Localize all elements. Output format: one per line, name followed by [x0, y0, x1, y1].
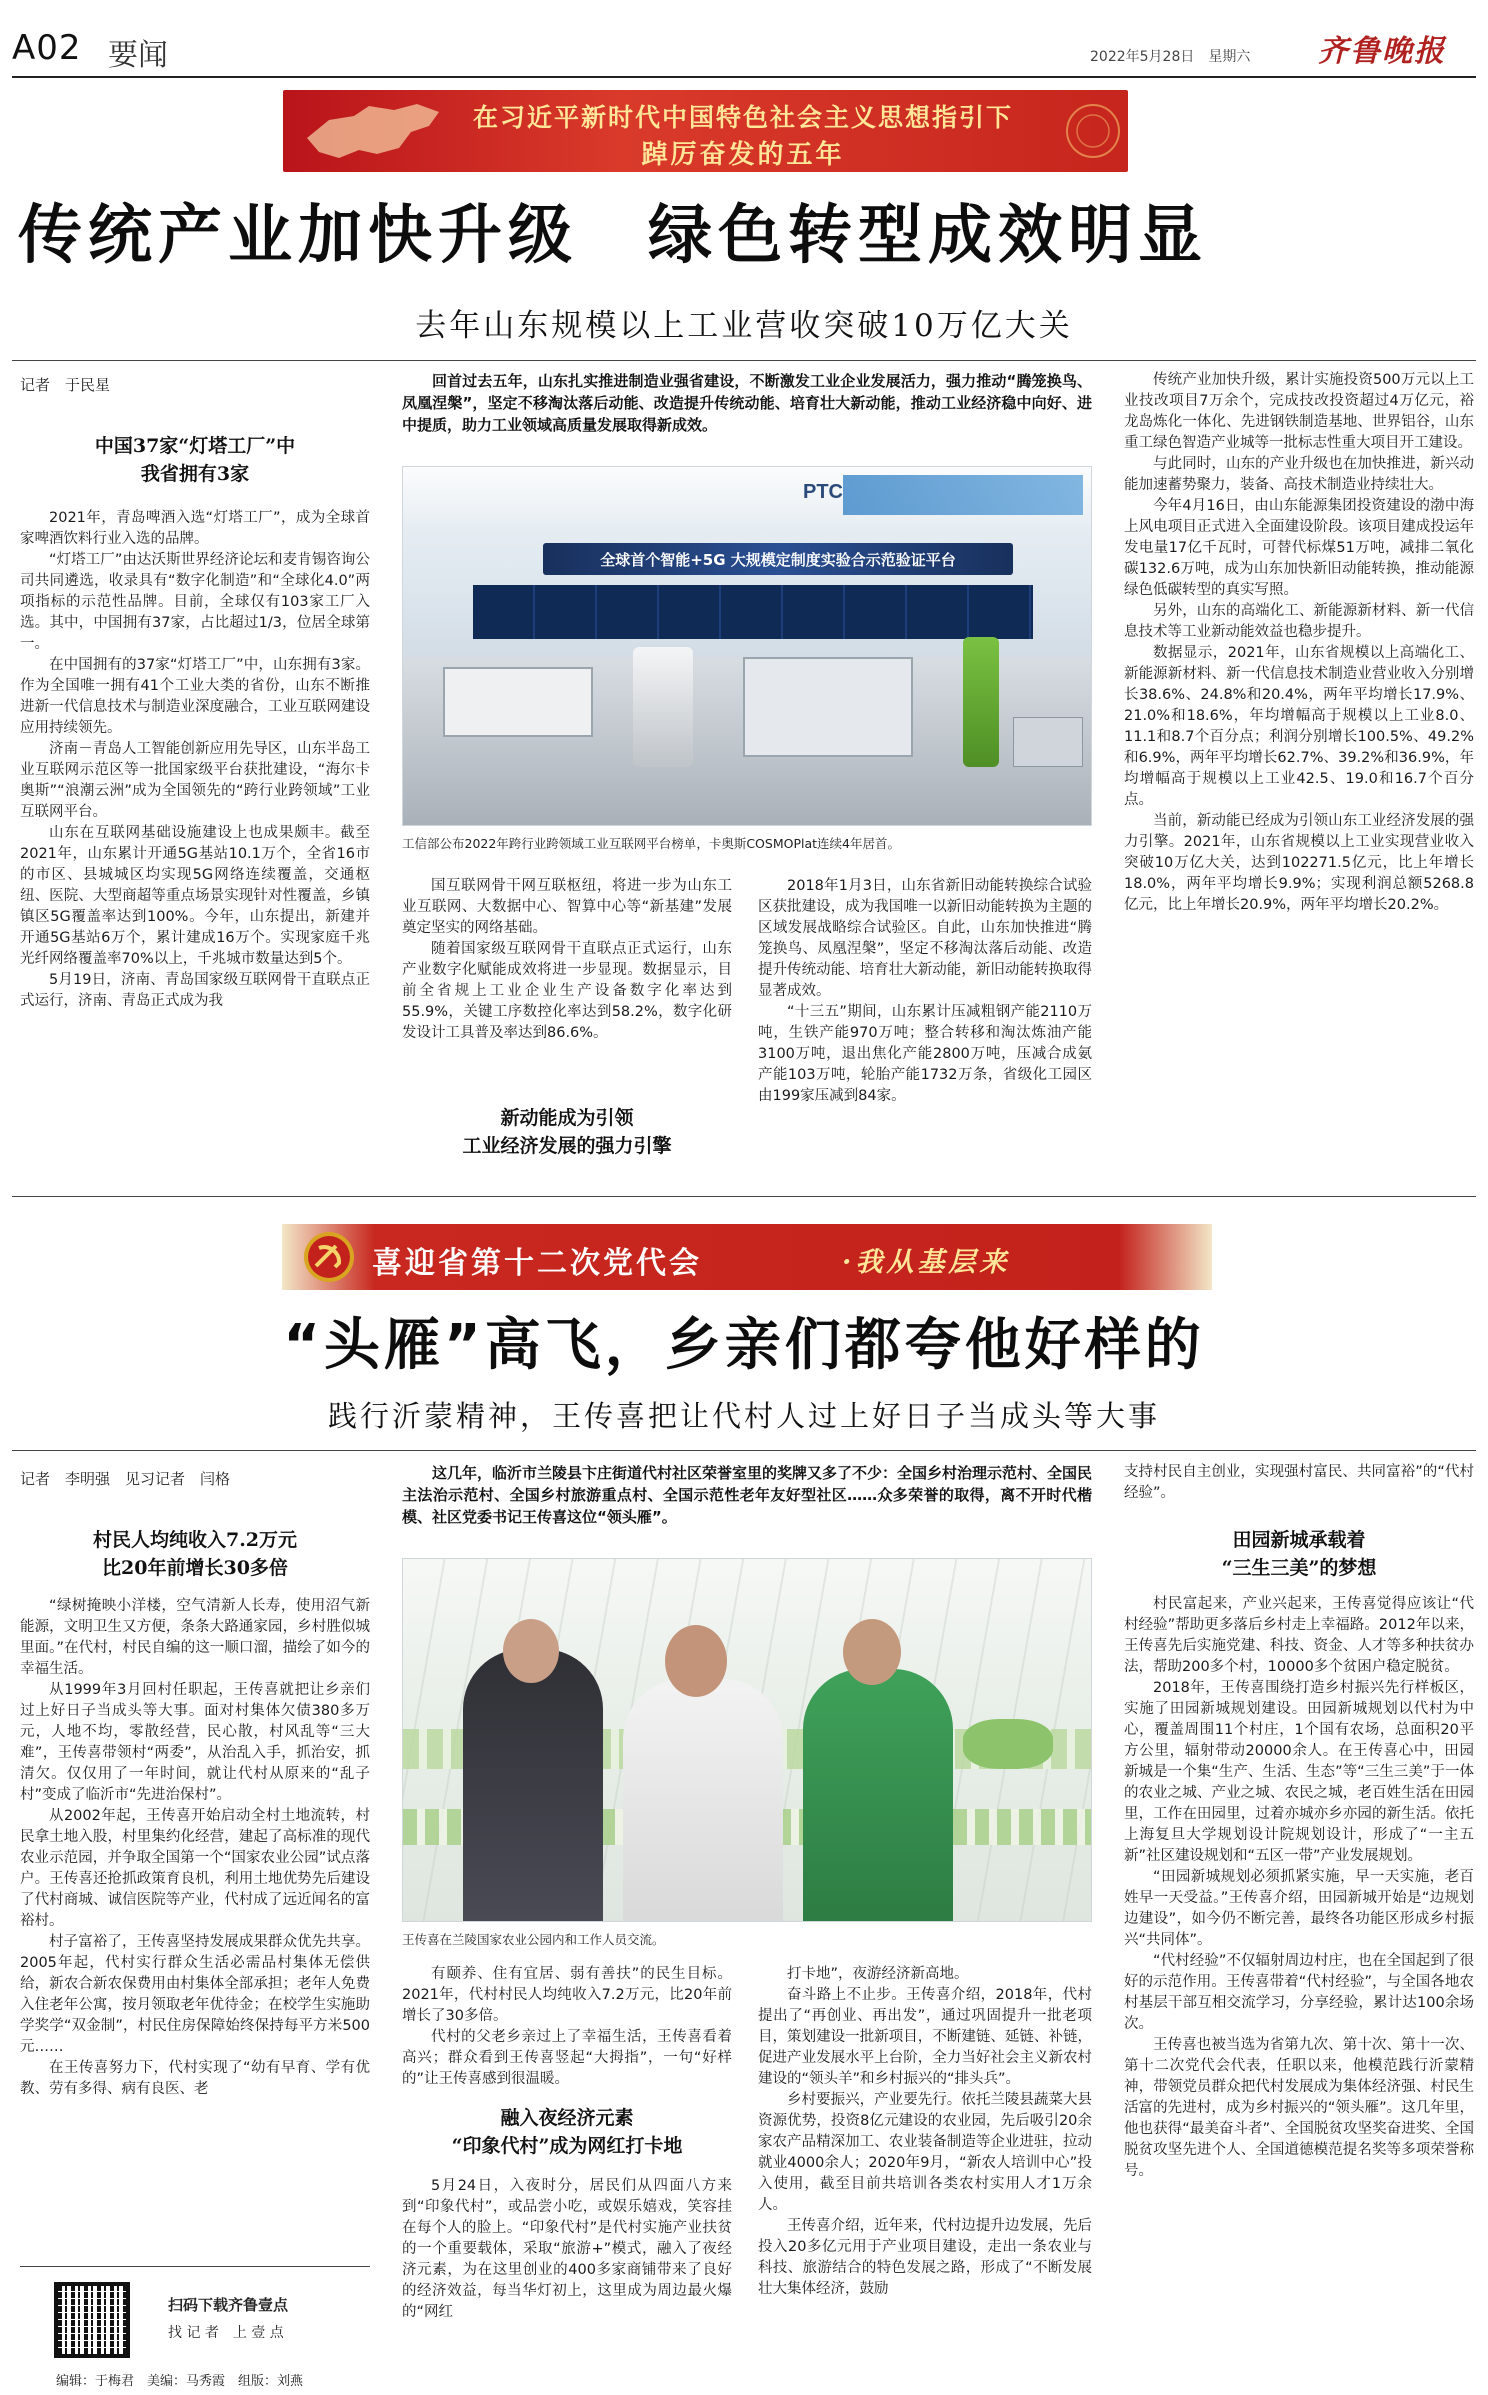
story2-col4-head: 田园新城承载着 “三生三美”的梦想	[1221, 1529, 1377, 1579]
story2-subhead: 践行沂蒙精神，王传喜把让代村人过上好日子当成头等大事	[327, 1399, 1160, 1433]
story2-col3-text	[758, 1964, 1092, 2386]
story2-lead: 这几年，临沂市兰陵县卞庄街道代村社区荣誉室里的奖牌又多了不少：全国乡村治理示范村、全国民主法治示范村、全国乡村旅游重点村、全国示范性老年友好型社区……众多荣誉的取得，离不开时代楷模、社区党委书记王传喜这位“领头雁”。	[402, 1464, 1093, 1526]
paragraph: 与此同时，山东的产业升级也在加快推进，新兴动能加速蓄势聚力，装备、高技术制造业持续壮大。	[1124, 456, 1474, 493]
paragraph: 有颐养、住有宜居、弱有善扶”的民生目标。2021年，代村村民人均纯收入7.2万元，比20年前增长了30多倍。	[402, 1966, 732, 2024]
paragraph: 国互联网骨干网互联枢纽，将进一步为山东工业互联网、大数据中心、智算中心等“新基建”发展奠定坚实的网络基础。	[402, 878, 732, 936]
date-line: 2022年5月28日 星期六	[1090, 49, 1251, 65]
theme-banner	[283, 90, 1128, 172]
story1-subhead: 去年山东规模以上工业营收突破10万亿大关	[415, 308, 1073, 344]
story2-col2-text	[402, 1964, 732, 2090]
party-emblem-icon	[302, 1230, 356, 1284]
paragraph: “代村经验”不仅辐射周边村庄，也在全国起到了很好的示范作用。王传喜带着“代村经验”，与全国各地农村基层干部互相交流学习，分享经验，累计达100余场次。	[1124, 1953, 1474, 2032]
newspaper-logo: 齐鲁晚报	[1318, 34, 1446, 69]
story2-col1-text	[20, 1596, 370, 2316]
paragraph: 代村的父老乡亲过上了幸福生活，王传喜看着高兴；群众看到王传喜竖起“大拇指”，一句“好样的”让王传喜感到很温暖。	[402, 2029, 732, 2087]
photo-robot-arm	[633, 647, 693, 767]
photo-person-right	[803, 1669, 953, 1922]
paragraph: 打卡地”，夜游经济新高地。	[787, 1966, 969, 1982]
story1-photo-caption: 工信部公布2022年跨行业跨领域工业互联网平台榜单，卡奥斯COSMOPlat连续4年居首。	[402, 836, 900, 851]
paragraph: “绿树掩映小洋楼，空气清新人长寿，使用沼气新能源，文明卫生又方便，条条大路通家园，乡村胜似城里面。”在代村，村民自编的这一顺口溜，描绘了如今的幸福生活。	[20, 1598, 370, 1677]
photo-video-wall	[473, 585, 1033, 639]
paragraph: 当前，新动能已经成为引领山东工业经济发展的强力引擎。2021年，山东省规模以上工业实现营业收入突破10万亿大关，达到102271.5亿元，比上年增长18.0%，两年平均增长9.9%；实现利润总额5268.8亿元，比上年增长20.9%，两年平均增长20.2%。	[1124, 813, 1474, 913]
paragraph: 山东在互联网基础设施建设上也成果颇丰。截至2021年，山东累计开通5G基站10.1万个，全省16市的市区、县城城区均实现5G网络连续覆盖，交通枢纽、医院、大型商超等重点场景实现针对性覆盖，乡镇镇区5G覆盖率达到100%。今年，山东提出，新建并开通5G基站6万个，累计建成16万个。实现家庭千兆光纤网络覆盖率70%以上，千兆城市数量达到5个。	[20, 825, 370, 967]
story1-lead: 回首过去五年，山东扎实推进制造业强省建设，不断激发工业企业发展活力，强力推动“腾笼换鸟、凤凰涅槃”，坚定不移淘汰落后动能、改造提升传统动能、培育壮大新动能，推动工业经济稳中向好、进中提质，助力工业领域高质量发展取得新成效。	[402, 372, 1092, 434]
story1-col2-head: 新动能成为引领 工业经济发展的强力引擎	[462, 1107, 672, 1157]
photo-person-left	[463, 1649, 603, 1922]
editors-credit: 编辑：于梅君 美编：马秀霞 组版：刘燕	[56, 2374, 304, 2389]
photo-led-sign-text: 全球首个智能+5G 大规模定制度实验合示范验证平台	[600, 551, 956, 569]
photo-person-center	[623, 1679, 783, 1922]
paragraph: 随着国家级互联网骨干直联点正式运行，山东产业数字化赋能成效将进一步显现。数据显示，目前全省规上工业企业生产设备数字化率达到55.9%，关键工序数控化率达到58.2%，数字化研发设计工具普及率达到86.6%。	[402, 941, 732, 1041]
story2-col4-text	[1124, 1594, 1474, 2384]
paragraph: 王传喜也被当选为省第九次、第十次、第十一次、第十二次党代会代表，任职以来，他模范践行沂蒙精神，带领党员群众把代村发展成为集体经济强、村民生活富的先进村，成为乡村振兴的“领头雁”。这几年里，他也获得“最美奋斗者”、全国脱贫攻坚奖奋进奖、全国脱贫攻坚先进个人、全国道德模范提名奖等多项荣誉称号。	[1124, 2037, 1474, 2179]
paragraph: 2018年1月3日，山东省新旧动能转换综合试验区获批建设，成为我国唯一以新旧动能转换为主题的区域发展战略综合试验区。自此，山东加快推进“腾笼换鸟、凤凰涅槃”，坚定不移淘汰落后动能、改造提升传统动能、培育壮大新动能，新旧动能转换取得显著成效。	[758, 878, 1092, 999]
paragraph: 另外，山东的高端化工、新能源新材料、新一代信息技术等工业新动能效益也稳步提升。	[1124, 603, 1474, 640]
story2-col2-head: 融入夜经济元素 “印象代村”成为网红打卡地	[451, 2107, 683, 2157]
paragraph: “十三五”期间，山东累计压减粗钢产能2110万吨，生铁产能970万吨；整合转移和淘汰炼油产能3100万吨，退出焦化产能2800万吨，压减合成氨产能103万吨，轮胎产能1732万条，省级化工园区由199家压减到84家。	[758, 1004, 1092, 1104]
paragraph: 在中国拥有的37家“灯塔工厂”中，山东拥有3家。作为全国唯一拥有41个工业大类的省份，山东不断推进新一代信息技术与制造业深度融合，工业互联网建设应用持续领先。	[20, 657, 370, 736]
decorative-swirl-icon	[1053, 96, 1123, 166]
banner2-title: 喜迎省第十二次党代会	[372, 1246, 702, 1281]
story1-photo	[402, 466, 1092, 826]
banner2-slogan: ·我从基层来	[842, 1247, 1011, 1278]
paragraph: “灯塔工厂”由达沃斯世界经济论坛和麦肯锡咨询公司共同遴选，收录具有“数字化制造”和“全球化4.0”两项指标的示范性品牌。目前，全球仅有103家工厂入选。其中，中国拥有37家，占比超过1/3，位居全球第一。	[20, 552, 370, 652]
paragraph: 5月24日，入夜时分，居民们从四面八方来到“印象代村”，或品尝小吃，或娱乐嬉戏，笑容挂在每个人的脸上。“印象代村”是代村实施产业扶贫的一个重要载体，采取“旅游+”模式，融入了夜经济元素，为在这里创业的400多家商铺带来了良好的经济效益，每当华灯初上，这里成为周边最火爆的“网红	[402, 2178, 732, 2320]
photo-robot-cell	[443, 667, 593, 737]
party-congress-banner	[282, 1224, 1212, 1290]
paragraph: 2018年，王传喜围绕打造乡村振兴先行样板区，实施了田园新城规划建设。田园新城规划以代村为中心，覆盖周围11个村庄，1个国有农场，总面积20平方公里，辐射带动20000余人。在王传喜心中，田园新城是一个集“生产、生活、生态”等“三生三美”于一体的农业之城、产业之城、农民之城，老百姓生活在田园里，工作在田园里，过着亦城亦乡亦园的新生活。依托上海复旦大学规划设计院规划设计，形成了“一主五新”社区建设规划和“五区一带”产业发展规划。	[1124, 1680, 1474, 1864]
story1-col3-text	[758, 876, 1092, 1176]
banner-line-2: 踔厉奋发的五年	[641, 140, 845, 170]
paragraph: 在王传喜努力下，代村实现了“幼有早育、学有优教、劳有多得、病有良医、老	[20, 2060, 370, 2097]
story1-byline: 记者 于民星	[20, 376, 111, 394]
banner-line-1: 在习近平新时代中国特色社会主义思想指引下	[472, 103, 1013, 132]
paragraph: 传统产业加快升级，累计实施投资500万元以上工业技改项目7万余个，完成技改投资超过4万亿元，裕龙岛炼化一体化、先进钢铁制造基地、世界铝谷，山东重工绿色智造产业城等一批标志性重大项目开工建设。	[1124, 372, 1474, 451]
qr-line-1: 扫码下载齐鲁壹点	[168, 2296, 289, 2314]
paragraph: 今年4月16日，由山东能源集团投资建设的渤中海上风电项目正式进入全面建设阶段。该项目建成投运年发电量17亿千瓦时，可替代标煤51万吨，减排二氧化碳132.6万吨，成为山东加快新旧动能转换，推动能源绿色低碳转型的真实写照。	[1124, 498, 1474, 598]
paragraph: 村民富起来，产业兴起来，王传喜觉得应该让“代村经验”帮助更多落后乡村走上幸福路。2012年以来，王传喜先后实施党建、科技、资金、人才等多种扶贫办法，帮助200多个村，10000多个贫困户稳定脱贫。	[1124, 1596, 1474, 1675]
story1-col4-text	[1124, 370, 1474, 1174]
story1-col1-head: 中国37家“灯塔工厂”中 我省拥有3家	[94, 435, 296, 485]
story2-col1-head: 村民人均纯收入7.2万元 比20年前增长30多倍	[92, 1529, 298, 1579]
story2-photo-caption: 王传喜在兰陵国家农业公园内和工作人员交流。	[402, 1932, 665, 1947]
story1-col1-text	[20, 508, 370, 1166]
photo-brand-text: PTC	[803, 481, 843, 503]
paragraph: 奋斗路上不止步。王传喜介绍，2018年，代村提出了“再创业、再出发”，通过巩固提升一批老项目，策划建设一批新项目，不断建链、延链、补链，促进产业发展水平上台阶，全力当好社会主义新农村建设的“领头羊”和乡村振兴的“排头兵”。	[758, 1987, 1092, 2087]
province-map-icon	[299, 98, 449, 164]
paragraph: 从1999年3月回村任职起，王传喜就把让乡亲们过上好日子当成头等大事。面对村集体欠债380多万元，人地不均，零散经营，民心散，村风乱等“三大难”，王传喜带领村“两委”，从治乱入手，抓治安，抓清欠。仅仅用了一年时间，就让代村从原来的“乱子村”变成了临沂市“先进治保村”。	[20, 1682, 370, 1803]
paragraph: 济南－青岛人工智能创新应用先导区，山东半岛工业互联网示范区等一批国家级平台获批建设，“海尔卡奥斯”“浪潮云洲”成为全国领先的“跨行业跨领域”工业互联网平台。	[20, 741, 370, 820]
qr-line-2: 找 记 者 上 壹 点	[168, 2325, 284, 2341]
story2-headline: “头雁”高飞，乡亲们都夸他好样的	[283, 1313, 1205, 1378]
paragraph: 从2002年起，王传喜开始启动全村土地流转，村民拿土地入股，村里集约化经营，建起了高标准的现代农业示范园，并争取全国第一个“国家农业公园”试点落户。王传喜还抢抓政策育良机，利用土地优势先后建设了代村商城、诚信医院等产业，代村成了远近闻名的富裕村。	[20, 1808, 370, 1929]
story2-byline: 记者 李明强 见习记者 闫格	[20, 1470, 231, 1488]
paragraph: 数据显示，2021年，山东省规模以上高端化工、新能源新材料、新一代信息技术制造业营业收入分别增长38.6%、24.8%和20.4%，两年平均增长17.9%、21.0%和18.6%，年均增幅高于规模以上工业8.0、11.1和8.7个百分点；利润分别增长100.5%、49.2%和6.9%，两年平均增长62.7%、39.2%和36.9%，年均增幅高于规模以上工业42.5、19.0和16.7个百分点。	[1124, 645, 1474, 808]
paragraph: “田园新城规划必须抓紧实施，早一天实施，老百姓早一天受益。”王传喜介绍，田园新城开始是“边规划边建设”，如今仍不断完善，最终各功能区形成乡村振兴“共同体”。	[1124, 1869, 1474, 1948]
story1-headline: 传统产业加快升级 绿色转型成效明显	[18, 199, 1208, 273]
paragraph: 村子富裕了，王传喜坚持发展成果群众优先共享。2005年起，代村实行群众生活必需品村集体无偿供给，新农合新农保费用由村集体全部承担；老年人免费入住老年公寓，按月领取老年优待金；在校学生实施助学奖学“双金制”，村民住房保障始终保持每平方米500元……	[20, 1934, 370, 2055]
paragraph: 乡村要振兴，产业要先行。依托兰陵县蔬菜大县资源优势，投资8亿元建设的农业园，先后吸引20余家农产品精深加工、农业装备制造等企业进驻，拉动就业4000余人；2020年9月，“新农人培训中心”投入使用，截至目前共培训各类农村实用人才1万余人。	[758, 2092, 1092, 2213]
section-name: 要闻	[108, 38, 168, 73]
page-number: A02	[12, 28, 82, 68]
download-qr-code[interactable]	[54, 2282, 130, 2358]
photo-green-robot	[963, 637, 999, 767]
story1-rule	[12, 360, 1476, 361]
story2-photo	[402, 1558, 1092, 1922]
paragraph: 王传喜介绍，近年来，代村边提升边发展，先后投入20多亿元用于产业项目建设，走出一条农业与科技、旅游结合的特色发展之路，形成了“不断发展壮大集体经济，鼓励	[758, 2218, 1092, 2297]
paragraph: 5月19日，济南、青岛国家级互联网骨干直联点正式运行，济南、青岛正式成为我	[20, 972, 370, 1009]
story2-col4-intro: 支持村民自主创业，实现强村富民、共同富裕”的“代村经验”。	[1124, 1464, 1474, 1501]
header-rule	[12, 76, 1476, 78]
paragraph: 2021年，青岛啤酒入选“灯塔工厂”，成为全球首家啤酒饮料行业入选的品牌。	[20, 510, 370, 547]
story1-col2-text	[402, 876, 732, 1086]
story2-col2b-text	[402, 2176, 732, 2386]
